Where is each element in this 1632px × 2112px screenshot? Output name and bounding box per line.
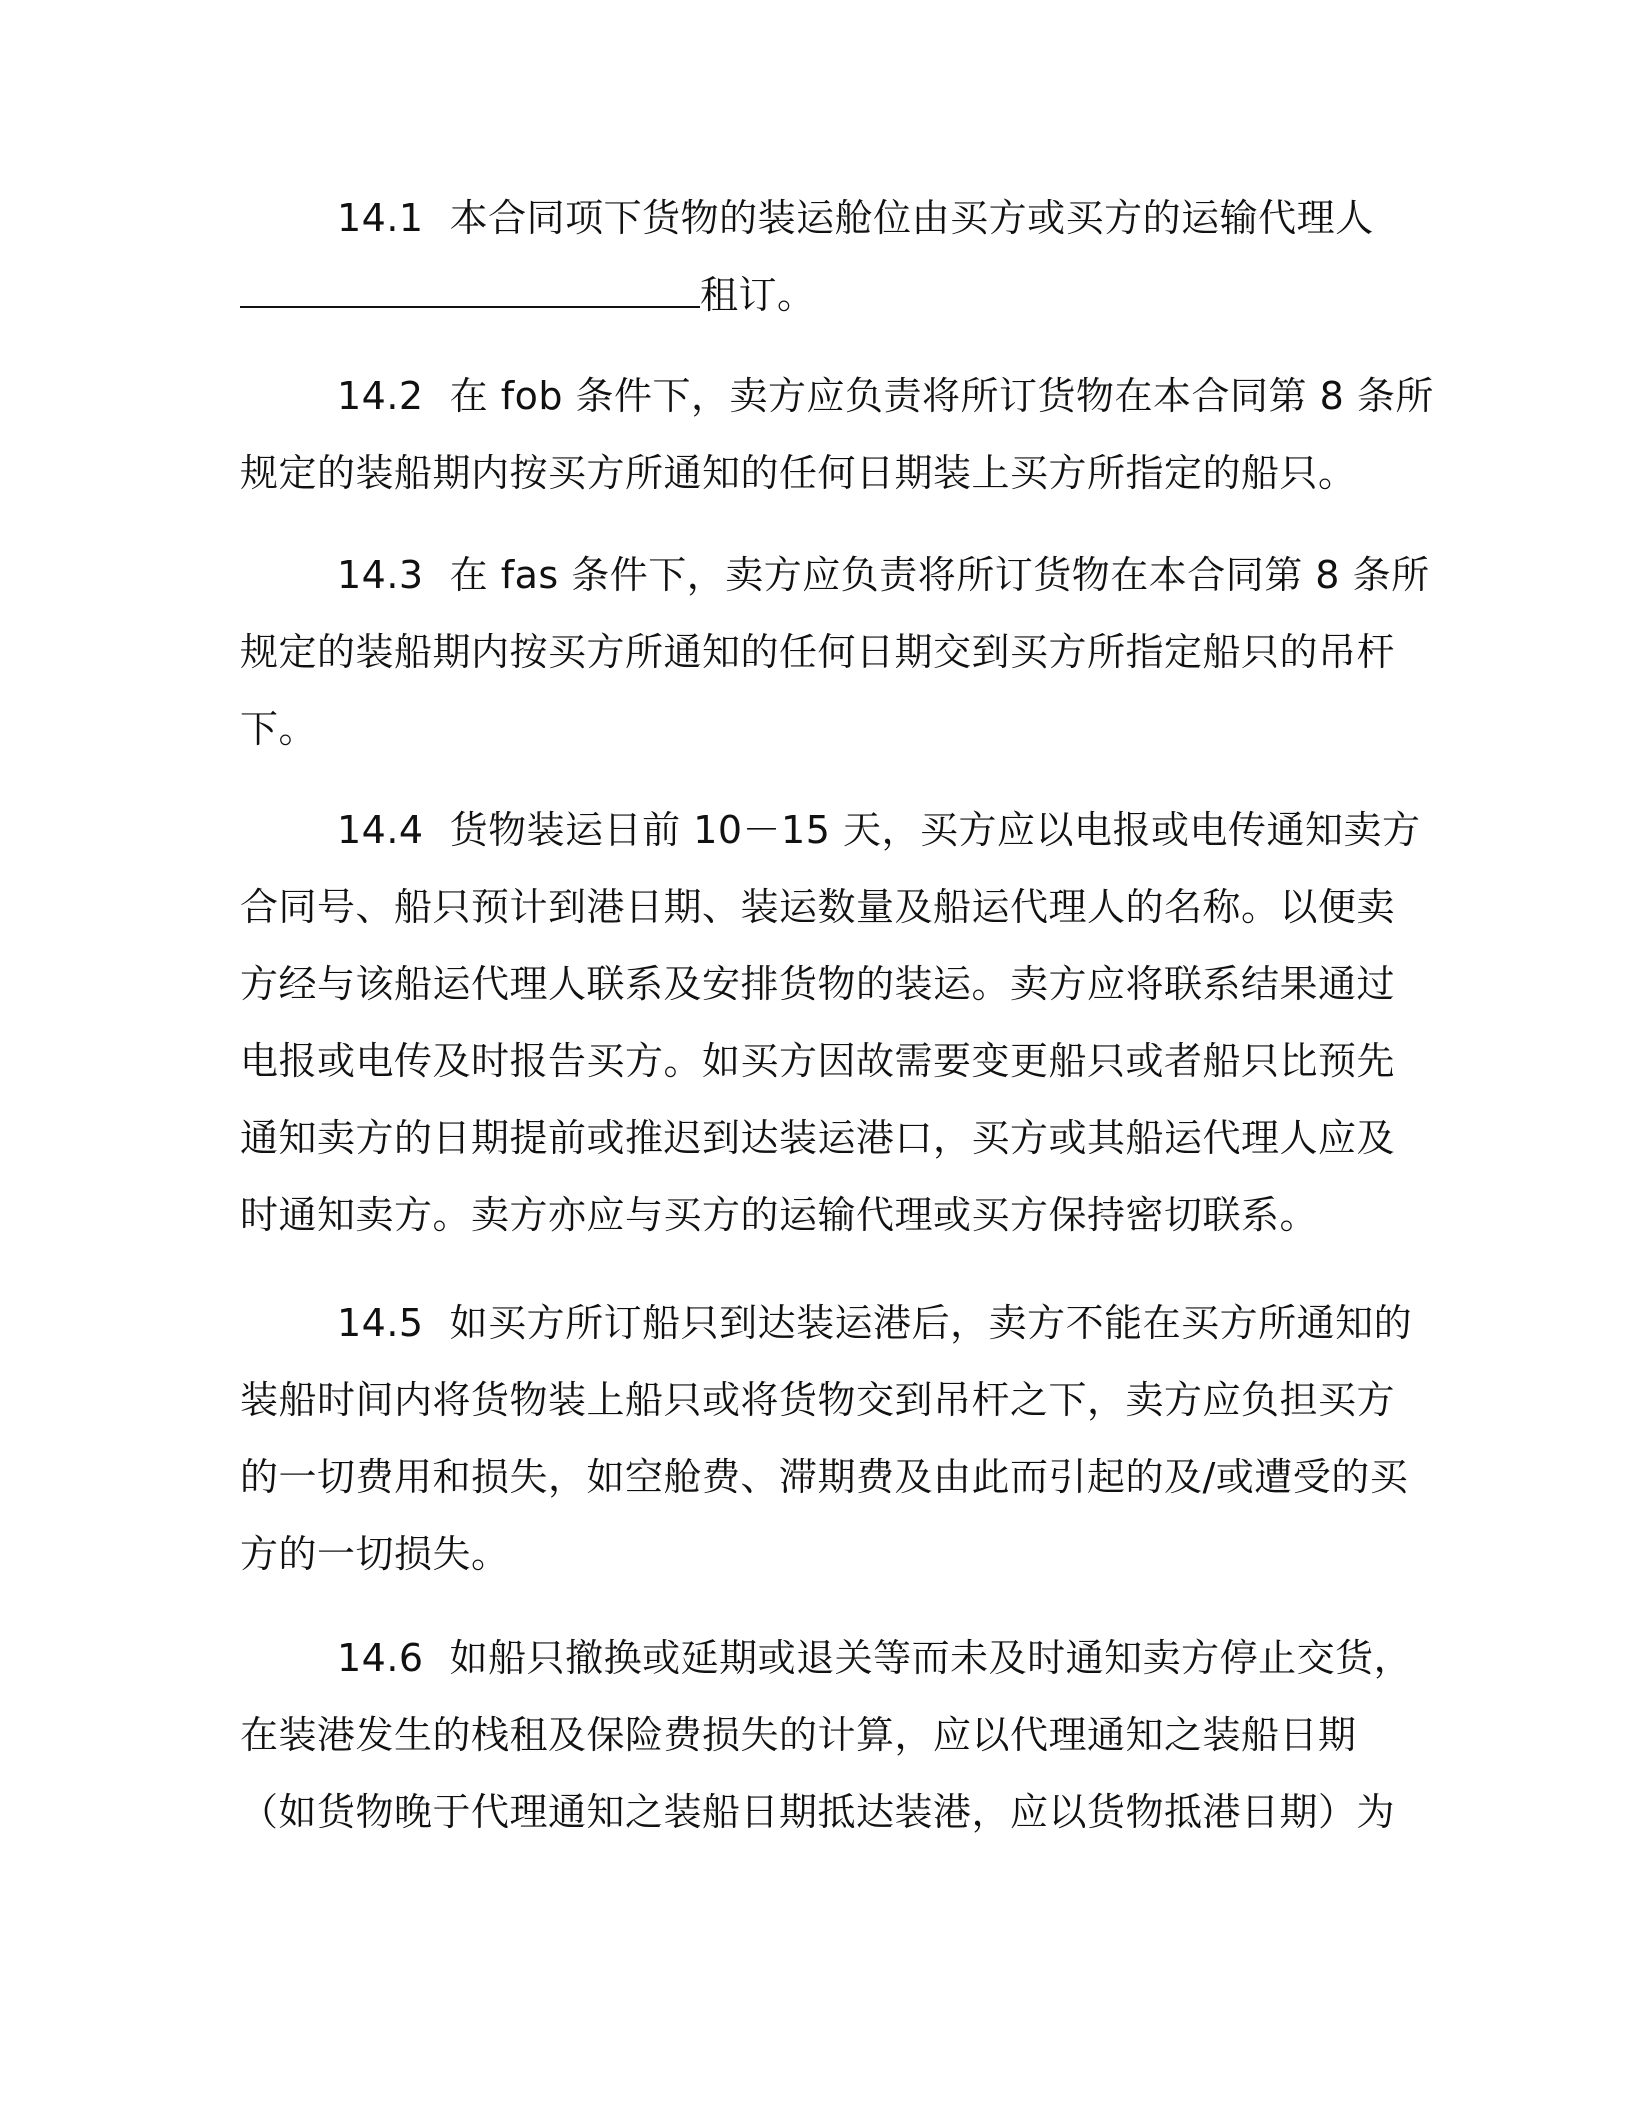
clause-text: 在 fob 条件下，卖方应负责将所订货物在本合同第 8 条所 (449, 374, 1434, 418)
clause-text: 本合同项下货物的装运舱位由买方或买方的运输代理人 (449, 196, 1374, 240)
clause-text: 方经与该船运代理人联系及安排货物的装运。卖方应将联系结果通过 (240, 962, 1396, 1006)
clause-text: 规定的装船期内按买方所通知的任何日期交到买方所指定船只的吊杆 (240, 630, 1396, 674)
clause-line (240, 537, 1430, 614)
clause-number: 14.1 (337, 196, 424, 240)
clause-line (240, 180, 1390, 257)
clause-line (240, 691, 1390, 768)
clause-text: 合同号、船只预计到港日期、装运数量及船运代理人的名称。以便卖 (240, 885, 1396, 929)
clause-text: 在装港发生的栈租及保险费损失的计算，应以代理通知之装船日期 (240, 1713, 1357, 1757)
clause-line (240, 257, 1390, 334)
clause-line (240, 869, 1396, 946)
clause-number: 14.2 (337, 374, 424, 418)
clause-text: 如买方所订船只到达装运港后，卖方不能在买方所通知的 (449, 1301, 1413, 1345)
clause-number: 14.6 (337, 1636, 424, 1680)
clause-line (240, 1100, 1396, 1177)
clause-text: 时通知卖方。卖方亦应与买方的运输代理或买方保持密切联系。 (240, 1193, 1319, 1237)
clause-line (240, 1362, 1396, 1439)
clause-14-4 (240, 792, 1421, 1254)
clause-text: （如货物晚于代理通知之装船日期抵达装港，应以货物抵港日期）为 (240, 1790, 1396, 1834)
clause-14-5 (240, 1285, 1413, 1593)
clause-text: 如船只撤换或延期或退关等而未及时通知卖方停止交货， (449, 1636, 1413, 1680)
clause-text: 的一切费用和损失，如空舱费、滞期费及由此而引起的及/或遭受的买 (240, 1455, 1409, 1499)
clause-text: 电报或电传及时报告买方。如买方因故需要变更船只或者船只比预先 (240, 1039, 1396, 1083)
clause-line (240, 792, 1421, 869)
clause-line (240, 1177, 1390, 1254)
clause-number: 14.5 (337, 1301, 424, 1345)
clause-number: 14.3 (337, 553, 424, 597)
clause-14-2 (240, 358, 1434, 512)
clause-text: 货物装运日前 10－15 天，买方应以电报或电传通知卖方 (449, 808, 1421, 852)
clause-text: 通知卖方的日期提前或推迟到达装运港口，买方或其船运代理人应及 (240, 1116, 1396, 1160)
clause-number: 14.4 (337, 808, 424, 852)
clause-14-1 (240, 180, 1390, 334)
clause-line (240, 946, 1396, 1023)
clause-line (240, 358, 1434, 435)
clause-text: 下。 (240, 707, 318, 751)
clause-text: 装船时间内将货物装上船只或将货物交到吊杆之下，卖方应负担买方 (240, 1378, 1396, 1422)
clause-line (240, 435, 1390, 512)
clause-text: 在 fas 条件下，卖方应负责将所订货物在本合同第 8 条所 (449, 553, 1430, 597)
clause-text: 租订。 (700, 273, 816, 317)
clause-line (240, 1697, 1390, 1774)
clause-14-6 (240, 1620, 1413, 1851)
clause-text: 规定的装船期内按买方所通知的任何日期装上买方所指定的船只。 (240, 451, 1357, 495)
clause-line (240, 1774, 1396, 1851)
clause-line (240, 1285, 1413, 1362)
clause-line (240, 1023, 1396, 1100)
fill-in-blank (240, 270, 700, 308)
clause-line (240, 614, 1396, 691)
clause-line (240, 1439, 1409, 1516)
clause-text: 方的一切损失。 (240, 1532, 510, 1576)
clause-14-3 (240, 537, 1430, 768)
clause-line (240, 1620, 1413, 1697)
clause-line (240, 1516, 1390, 1593)
